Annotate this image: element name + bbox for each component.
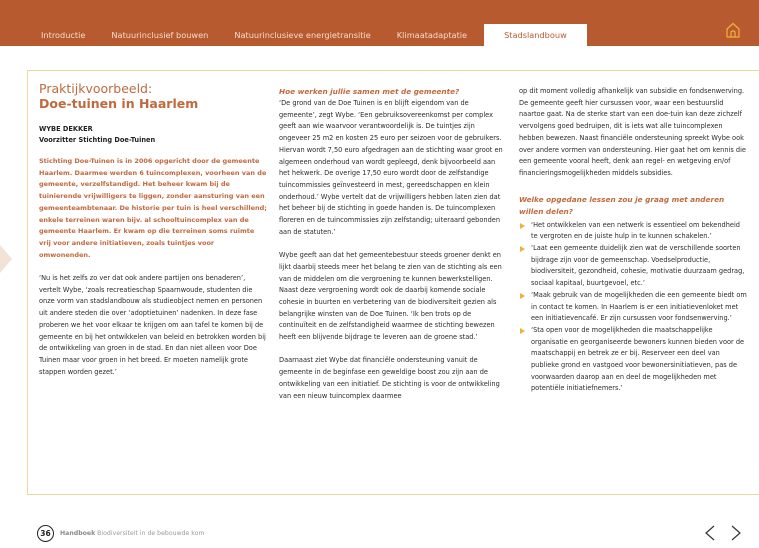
question-heading-2: Welke opgedane lessen zou je graag met anderen willen delen?: [519, 194, 725, 216]
top-navigation-bar: [0, 0, 759, 46]
next-page-button[interactable]: [729, 524, 743, 542]
list-item: [519, 290, 747, 325]
lessons-list: [519, 220, 747, 396]
article-title-line1: Praktijkvoorbeeld:: [39, 81, 153, 96]
chapter-tabs: [28, 24, 587, 46]
tab-introductie[interactable]: Introductie: [41, 30, 86, 40]
body-paragraph: ‘Nu is het zelfs zo ver dat ook andere partijen ons benaderen’, vertelt Wybe, ‘zoals recreatieschap Spaarnwoude, studenten die onze vorm van stadslandbouw als studieobject nemen en personen uit andere steden die over ‘adoptietuinen’ nadenken. In deze fase proberen we het voor elkaar te krijgen om aan tafel te komen bij de gemeente en bij het ontwikkelen van beleid en betrokken worden bij de ontwikkeling van groen in de stad. En dan niet alleen voor Doe Tuinen maar voor groen in het breed. Er moeten namelijk grote stappen worden gezet.’: [39, 274, 266, 376]
body-paragraph: op dit moment volledig afhankelijk van subsidie en fondsenwerving. De gemeente geeft hier cursussen voor, waar een bestuurslid naartoe gaat. Na de sterke start van een doe-tuin kan deze zichzelf vervolgens goed bedruipen, dit is iets wat alle tuincomplexen hebben bewezen. Naast financiële ondersteuning spreekt Wybe ook over andere vormen van ondersteuning. Hier gaat het om kennis die een gemeente vooral heeft, denk aan regel- en wetgeving en/of financieringsmogelijkheden middels subsidies.: [519, 87, 746, 177]
tab-klimaatadaptatie[interactable]: Klimaatadaptatie: [396, 30, 468, 40]
list-item: [519, 325, 747, 395]
author-role: Voorzitter Stichting Doe-Tuinen: [39, 136, 156, 144]
previous-page-button[interactable]: [703, 524, 717, 542]
page-footer: [37, 523, 204, 543]
book-title: [60, 530, 204, 537]
author-name: WYBE DEKKER: [39, 125, 93, 133]
list-item-text: ‘Maak gebruik van de mogelijkheden die een gemeente biedt om in contact te komen. In Haarlem is er een initiatievenloket met een initiatievencafé. Er zijn cursussen voor fondsenwerving.’: [531, 290, 747, 323]
tab-natuurinclusieve-energietransitie[interactable]: Natuurinclusieve energietransitie: [234, 30, 371, 40]
body-paragraph: Daarnaast ziet Wybe dat financiële ondersteuning vanuit de gemeente in de beginfase een geweldige boost zou zijn aan de ontwikkeling van een initiatief. De stichting is voor de ontwikkeling van een nieuw tuincomplex daarmee: [279, 356, 500, 400]
article-title-line2: Doe-tuinen in Haarlem: [39, 95, 199, 111]
tab-natuurinclusief-bouwen[interactable]: Natuurinclusief bouwen: [111, 30, 209, 40]
triangle-bullet-icon: [520, 223, 525, 229]
article-column-3: [519, 86, 747, 395]
article-column-2: [279, 86, 503, 402]
article-title: [39, 82, 267, 111]
book-title-bold: Handboek: [60, 529, 96, 537]
list-item-text: ‘Sta open voor de mogelijkheden die maatschappelijke organisatie en georganiseerde bewoners kunnen bieden voor de maatschappij en betrek ze er bij. Reserveer een deel van publieke grond en vastgoed voor bewonersinitiatieven, pas de voorwaarden daarop aan en deel de mogelijkheden met potentiële initiatiefnemers.’: [531, 325, 745, 393]
article-intro: Stichting Doe-Tuinen is in 2006 opgericht door de gemeente Haarlem. Daarmee werden 6 tuincomplexen, voorheen van de gemeente, verzelfstandigd. Het beheer kwam bij de tuinierende vrijwilligers te liggen, zonder aansturing van een gemeenteambtenaar. De historie per tuin is heel verschillend; enkele terreinen waren bijv. al schooltuincomplex van de gemeente Haarlem. Er kwam op die terreinen soms ruimte vrij voor andere initiatieven, zoals tuintjes voor omwonenden.: [39, 157, 267, 259]
list-item: [519, 243, 747, 290]
list-item-text: ‘Het ontwikkelen van een netwerk is essentieel om bekendheid te vergroten en de juiste hulp in te kunnen schakelen.’: [531, 220, 740, 241]
triangle-bullet-icon: [520, 246, 525, 252]
book-title-rest: Biodiversiteit in de bebouwde kom: [95, 529, 205, 537]
chevron-right-icon: [729, 524, 743, 542]
author-block: [39, 124, 267, 146]
triangle-bullet-icon: [520, 328, 525, 334]
home-icon: [725, 22, 741, 38]
tab-stadslandbouw[interactable]: Stadslandbouw: [484, 24, 587, 46]
home-button[interactable]: [725, 22, 741, 38]
previous-section-arrow-decoration: [0, 245, 12, 273]
triangle-bullet-icon: [520, 293, 525, 299]
body-paragraph: Wybe geeft aan dat het gemeentebestuur steeds groener denkt en lijkt daarbij steeds meer het belang te zien van de stichting als een van de middelen om die vergroening te kunnen bewerkstelligen. Naast deze vergroening wordt ook de daarbij komende sociale cohesie in buurten en verbetering van de biodiversiteit gezien als belangrijke winsten van de Doe Tuinen. ‘Ik ben trots op de continuïteit en de zelfstandigheid waarmee de stichting bewezen heeft een blijvende bijdrage te leveren aan de groene stad.’: [279, 251, 502, 342]
body-paragraph: ‘De grond van de Doe Tuinen is en blijft eigendom van de gemeente’, zegt Wybe. ‘Een gebruiksovereenkomst per complex geeft aan wie waarvoor verantwoordelijk is. De tuintjes zijn ongeveer 25 m2 en kosten 25 euro per seizoen voor de gebruikers. Hiervan wordt 7,50 euro afgedragen aan de stichting waar groot en algemeen onderhoud van wordt gepleegd, denk bijvoorbeeld aan het hekwerk. De overige 17,50 euro wordt door de zelfstandige tuincommissies geïnvesteerd in mest, gereedschappen en klein onderhoud.’ Wybe vertelt dat de vrijwilligers hebben laten zien dat het beheer bij de stichting in goede handen is. De tuincomplexen floreren en de tuincommissies zijn zelfstandig; uiteraard gebonden aan de statuten.’: [279, 99, 503, 236]
list-item-text: ‘Laat een gemeente duidelijk zien wat de verschillende soorten bijdrage zijn voor de gemeenschap. Voedselproductie, biodiversiteit, gezondheid, cohesie, motivatie duurzaam gedrag, sociaal kapitaal, buurtgevoel, etc.’: [531, 244, 745, 288]
list-item: [519, 220, 747, 243]
chevron-left-icon: [703, 524, 717, 542]
article-column-1: [39, 82, 267, 378]
question-heading-1: Hoe werken jullie samen met de gemeente?: [279, 87, 460, 96]
page-number-badge: 36: [37, 525, 54, 542]
